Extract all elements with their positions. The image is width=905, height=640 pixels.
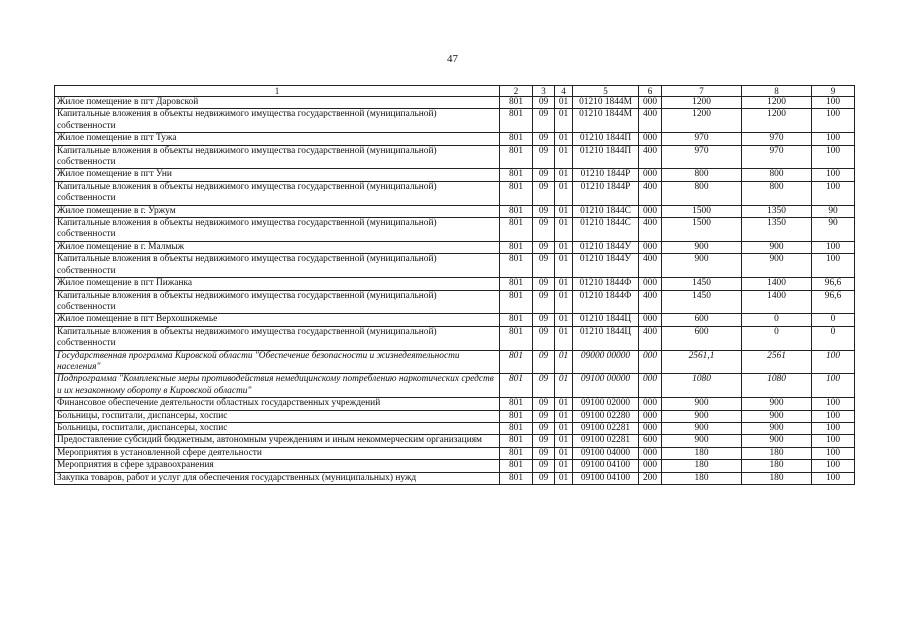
cell-col-7: 1200 [662, 97, 742, 109]
cell-col-6: 200 [639, 472, 662, 484]
cell-name: Мероприятия в сфере здравоохранения [55, 460, 500, 472]
cell-col-2: 801 [500, 218, 533, 242]
cell-col-9: 100 [812, 460, 855, 472]
cell-col-5: 09100 04100 [573, 460, 639, 472]
cell-col-2: 801 [500, 350, 533, 374]
cell-col-7: 1450 [662, 290, 742, 314]
cell-name: Больницы, госпитали, диспансеры, хоспис [55, 410, 500, 422]
cell-name: Мероприятия в установленной сфере деятельности [55, 447, 500, 459]
cell-col-6: 000 [639, 133, 662, 145]
cell-name: Капитальные вложения в объекты недвижимого имущества государственной (муниципальной) собственности [55, 326, 500, 350]
header-col-6: 6 [639, 86, 662, 97]
cell-col-8: 800 [742, 181, 812, 205]
cell-col-4: 01 [555, 169, 573, 181]
cell-col-3: 09 [533, 447, 555, 459]
table-row [55, 169, 855, 181]
cell-name: Капитальные вложения в объекты недвижимого имущества государственной (муниципальной) собственности [55, 109, 500, 133]
cell-col-7: 2561,1 [662, 350, 742, 374]
cell-col-3: 09 [533, 218, 555, 242]
cell-col-3: 09 [533, 97, 555, 109]
cell-col-2: 801 [500, 290, 533, 314]
cell-col-8: 0 [742, 314, 812, 326]
cell-col-3: 09 [533, 314, 555, 326]
cell-col-3: 09 [533, 350, 555, 374]
cell-col-9: 100 [812, 169, 855, 181]
cell-col-2: 801 [500, 314, 533, 326]
cell-col-2: 801 [500, 447, 533, 459]
cell-col-4: 01 [555, 326, 573, 350]
cell-col-7: 800 [662, 169, 742, 181]
cell-col-4: 01 [555, 350, 573, 374]
table-row [55, 350, 855, 374]
cell-name: Больницы, госпитали, диспансеры, хоспис [55, 422, 500, 434]
cell-col-3: 09 [533, 472, 555, 484]
table-header-row [55, 86, 855, 97]
cell-col-6: 000 [639, 398, 662, 410]
table-row [55, 326, 855, 350]
cell-col-4: 01 [555, 422, 573, 434]
cell-col-3: 09 [533, 205, 555, 217]
cell-col-6: 000 [639, 460, 662, 472]
cell-col-5: 09100 02281 [573, 422, 639, 434]
cell-col-5: 01210 1844У [573, 241, 639, 253]
cell-col-4: 01 [555, 447, 573, 459]
cell-col-8: 2561 [742, 350, 812, 374]
cell-col-3: 09 [533, 410, 555, 422]
cell-name: Жилое помещение в пгт Даровской [55, 97, 500, 109]
cell-name: Капитальные вложения в объекты недвижимого имущества государственной (муниципальной) собственности [55, 290, 500, 314]
cell-col-4: 01 [555, 374, 573, 398]
cell-col-2: 801 [500, 169, 533, 181]
cell-col-4: 01 [555, 314, 573, 326]
table-row [55, 97, 855, 109]
cell-name: Капитальные вложения в объекты недвижимого имущества государственной (муниципальной) собственности [55, 254, 500, 278]
cell-col-8: 1080 [742, 374, 812, 398]
cell-name: Жилое помещение в пгт Уни [55, 169, 500, 181]
cell-col-6: 400 [639, 109, 662, 133]
cell-col-6: 000 [639, 205, 662, 217]
cell-col-5: 01210 1844П [573, 145, 639, 169]
table-row [55, 447, 855, 459]
cell-col-7: 180 [662, 460, 742, 472]
cell-col-4: 01 [555, 254, 573, 278]
cell-col-2: 801 [500, 133, 533, 145]
cell-col-3: 09 [533, 460, 555, 472]
cell-col-9: 100 [812, 422, 855, 434]
cell-col-9: 100 [812, 472, 855, 484]
cell-col-2: 801 [500, 374, 533, 398]
table-row [55, 435, 855, 447]
header-col-5: 5 [573, 86, 639, 97]
cell-name: Капитальные вложения в объекты недвижимого имущества государственной (муниципальной) собственности [55, 218, 500, 242]
cell-col-8: 1400 [742, 290, 812, 314]
cell-col-8: 1350 [742, 218, 812, 242]
cell-col-5: 01210 1844Ф [573, 278, 639, 290]
cell-col-4: 01 [555, 460, 573, 472]
table-row [55, 145, 855, 169]
cell-col-5: 01210 1844С [573, 205, 639, 217]
cell-name: Предоставление субсидий бюджетным, автономным учреждениям и иным некоммерческим организациям [55, 435, 500, 447]
cell-col-2: 801 [500, 460, 533, 472]
cell-col-4: 01 [555, 435, 573, 447]
cell-col-6: 000 [639, 422, 662, 434]
cell-col-9: 100 [812, 398, 855, 410]
cell-col-6: 000 [639, 410, 662, 422]
cell-col-5: 01210 1844П [573, 133, 639, 145]
header-col-7: 7 [662, 86, 742, 97]
cell-col-3: 09 [533, 435, 555, 447]
table-row [55, 109, 855, 133]
cell-col-7: 1500 [662, 205, 742, 217]
cell-col-6: 600 [639, 435, 662, 447]
cell-col-9: 100 [812, 410, 855, 422]
cell-col-8: 900 [742, 254, 812, 278]
cell-col-5: 09000 00000 [573, 350, 639, 374]
cell-col-6: 000 [639, 447, 662, 459]
cell-col-9: 100 [812, 350, 855, 374]
cell-col-6: 400 [639, 218, 662, 242]
cell-col-6: 000 [639, 241, 662, 253]
cell-col-2: 801 [500, 326, 533, 350]
cell-col-2: 801 [500, 145, 533, 169]
cell-col-6: 000 [639, 169, 662, 181]
cell-col-8: 900 [742, 241, 812, 253]
cell-col-4: 01 [555, 97, 573, 109]
cell-col-2: 801 [500, 410, 533, 422]
cell-col-2: 801 [500, 278, 533, 290]
table-row [55, 472, 855, 484]
header-col-8: 8 [742, 86, 812, 97]
header-col-3: 3 [533, 86, 555, 97]
cell-col-2: 801 [500, 398, 533, 410]
cell-col-7: 1080 [662, 374, 742, 398]
cell-col-2: 801 [500, 97, 533, 109]
cell-col-2: 801 [500, 109, 533, 133]
table-row [55, 314, 855, 326]
cell-col-6: 400 [639, 254, 662, 278]
cell-col-5: 09100 04000 [573, 447, 639, 459]
table-row [55, 218, 855, 242]
cell-col-5: 09100 02000 [573, 398, 639, 410]
cell-col-7: 970 [662, 145, 742, 169]
cell-col-5: 09100 00000 [573, 374, 639, 398]
budget-table [54, 85, 855, 485]
cell-col-3: 09 [533, 241, 555, 253]
table-row [55, 278, 855, 290]
cell-col-7: 600 [662, 326, 742, 350]
cell-col-7: 800 [662, 181, 742, 205]
header-col-1: 1 [55, 86, 500, 97]
cell-col-5: 01210 1844Р [573, 181, 639, 205]
cell-col-4: 01 [555, 241, 573, 253]
cell-col-3: 09 [533, 290, 555, 314]
cell-col-8: 1200 [742, 97, 812, 109]
cell-col-6: 000 [639, 374, 662, 398]
cell-col-8: 900 [742, 435, 812, 447]
cell-col-2: 801 [500, 435, 533, 447]
cell-col-2: 801 [500, 472, 533, 484]
cell-col-7: 970 [662, 133, 742, 145]
cell-col-7: 1450 [662, 278, 742, 290]
cell-col-4: 01 [555, 410, 573, 422]
cell-col-9: 100 [812, 241, 855, 253]
cell-col-9: 100 [812, 109, 855, 133]
cell-col-8: 900 [742, 398, 812, 410]
cell-col-3: 09 [533, 254, 555, 278]
cell-col-9: 90 [812, 218, 855, 242]
cell-col-5: 09100 02280 [573, 410, 639, 422]
cell-name: Жилое помещение в пгт Верхошижемье [55, 314, 500, 326]
table-row [55, 374, 855, 398]
cell-col-8: 900 [742, 422, 812, 434]
cell-col-3: 09 [533, 169, 555, 181]
cell-col-4: 01 [555, 205, 573, 217]
cell-col-9: 0 [812, 326, 855, 350]
header-col-9: 9 [812, 86, 855, 97]
table-row [55, 241, 855, 253]
cell-col-5: 01210 1844У [573, 254, 639, 278]
cell-col-3: 09 [533, 326, 555, 350]
cell-name: Жилое помещение в г. Уржум [55, 205, 500, 217]
cell-col-4: 01 [555, 218, 573, 242]
cell-col-6: 400 [639, 290, 662, 314]
cell-name: Подпрограмма "Комплексные меры противодействия немедицинскому потреблению наркотических средств и их незаконному обороту в Кировской области" [55, 374, 500, 398]
cell-col-9: 100 [812, 181, 855, 205]
table-row [55, 398, 855, 410]
cell-col-3: 09 [533, 374, 555, 398]
cell-col-8: 180 [742, 472, 812, 484]
cell-col-6: 000 [639, 350, 662, 374]
cell-col-7: 900 [662, 254, 742, 278]
cell-col-7: 900 [662, 410, 742, 422]
cell-name: Жилое помещение в пгт Тужа [55, 133, 500, 145]
cell-col-7: 600 [662, 314, 742, 326]
cell-col-6: 000 [639, 278, 662, 290]
cell-col-7: 900 [662, 398, 742, 410]
cell-col-7: 900 [662, 422, 742, 434]
cell-name: Капитальные вложения в объекты недвижимого имущества государственной (муниципальной) собственности [55, 181, 500, 205]
cell-col-8: 1350 [742, 205, 812, 217]
cell-col-5: 01210 1844Р [573, 169, 639, 181]
cell-col-5: 01210 1844Ц [573, 314, 639, 326]
page-number: 47 [447, 53, 458, 65]
cell-col-9: 100 [812, 145, 855, 169]
cell-col-2: 801 [500, 422, 533, 434]
cell-col-4: 01 [555, 145, 573, 169]
cell-col-2: 801 [500, 205, 533, 217]
cell-col-9: 90 [812, 205, 855, 217]
cell-col-4: 01 [555, 181, 573, 205]
cell-col-5: 09100 04100 [573, 472, 639, 484]
cell-col-4: 01 [555, 109, 573, 133]
table-row [55, 290, 855, 314]
cell-col-4: 01 [555, 290, 573, 314]
cell-name: Капитальные вложения в объекты недвижимого имущества государственной (муниципальной) собственности [55, 145, 500, 169]
cell-col-8: 970 [742, 145, 812, 169]
cell-col-3: 09 [533, 181, 555, 205]
cell-col-8: 180 [742, 447, 812, 459]
cell-col-5: 09100 02281 [573, 435, 639, 447]
cell-col-2: 801 [500, 254, 533, 278]
cell-name: Жилое помещение в пгт Пижанка [55, 278, 500, 290]
cell-col-9: 96,6 [812, 278, 855, 290]
cell-col-7: 1500 [662, 218, 742, 242]
table-row [55, 181, 855, 205]
cell-col-5: 01210 1844Ц [573, 326, 639, 350]
header-col-2: 2 [500, 86, 533, 97]
cell-col-7: 900 [662, 435, 742, 447]
cell-col-6: 000 [639, 314, 662, 326]
cell-col-8: 800 [742, 169, 812, 181]
table-row [55, 460, 855, 472]
cell-col-6: 400 [639, 145, 662, 169]
table-row [55, 254, 855, 278]
cell-col-9: 100 [812, 254, 855, 278]
cell-col-8: 970 [742, 133, 812, 145]
cell-col-5: 01210 1844М [573, 109, 639, 133]
cell-col-4: 01 [555, 133, 573, 145]
cell-col-3: 09 [533, 398, 555, 410]
cell-col-9: 100 [812, 374, 855, 398]
cell-col-4: 01 [555, 278, 573, 290]
cell-col-7: 180 [662, 472, 742, 484]
cell-col-4: 01 [555, 472, 573, 484]
cell-col-5: 01210 1844Ф [573, 290, 639, 314]
cell-col-3: 09 [533, 109, 555, 133]
cell-col-9: 100 [812, 447, 855, 459]
cell-col-8: 0 [742, 326, 812, 350]
cell-col-9: 96,6 [812, 290, 855, 314]
cell-col-9: 100 [812, 133, 855, 145]
cell-col-9: 0 [812, 314, 855, 326]
header-col-4: 4 [555, 86, 573, 97]
cell-col-9: 100 [812, 97, 855, 109]
table-row [55, 133, 855, 145]
cell-col-3: 09 [533, 145, 555, 169]
cell-col-3: 09 [533, 278, 555, 290]
cell-name: Государственная программа Кировской области "Обеспечение безопасности и жизнедеятельности населения" [55, 350, 500, 374]
cell-col-6: 000 [639, 97, 662, 109]
cell-name: Жилое помещение в г. Малмыж [55, 241, 500, 253]
cell-col-6: 400 [639, 181, 662, 205]
cell-col-2: 801 [500, 181, 533, 205]
cell-col-7: 1200 [662, 109, 742, 133]
cell-col-6: 400 [639, 326, 662, 350]
table-body [55, 97, 855, 485]
table-row [55, 205, 855, 217]
cell-col-3: 09 [533, 422, 555, 434]
cell-col-3: 09 [533, 133, 555, 145]
table-row [55, 422, 855, 434]
cell-col-5: 01210 1844С [573, 218, 639, 242]
cell-col-5: 01210 1844М [573, 97, 639, 109]
cell-name: Финансовое обеспечение деятельности областных государственных учреждений [55, 398, 500, 410]
cell-col-8: 1400 [742, 278, 812, 290]
cell-name: Закупка товаров, работ и услуг для обеспечения государственных (муниципальных) нужд [55, 472, 500, 484]
cell-col-8: 1200 [742, 109, 812, 133]
cell-col-4: 01 [555, 398, 573, 410]
cell-col-7: 180 [662, 447, 742, 459]
cell-col-8: 900 [742, 410, 812, 422]
cell-col-2: 801 [500, 241, 533, 253]
cell-col-7: 900 [662, 241, 742, 253]
table-row [55, 410, 855, 422]
cell-col-9: 100 [812, 435, 855, 447]
cell-col-8: 180 [742, 460, 812, 472]
